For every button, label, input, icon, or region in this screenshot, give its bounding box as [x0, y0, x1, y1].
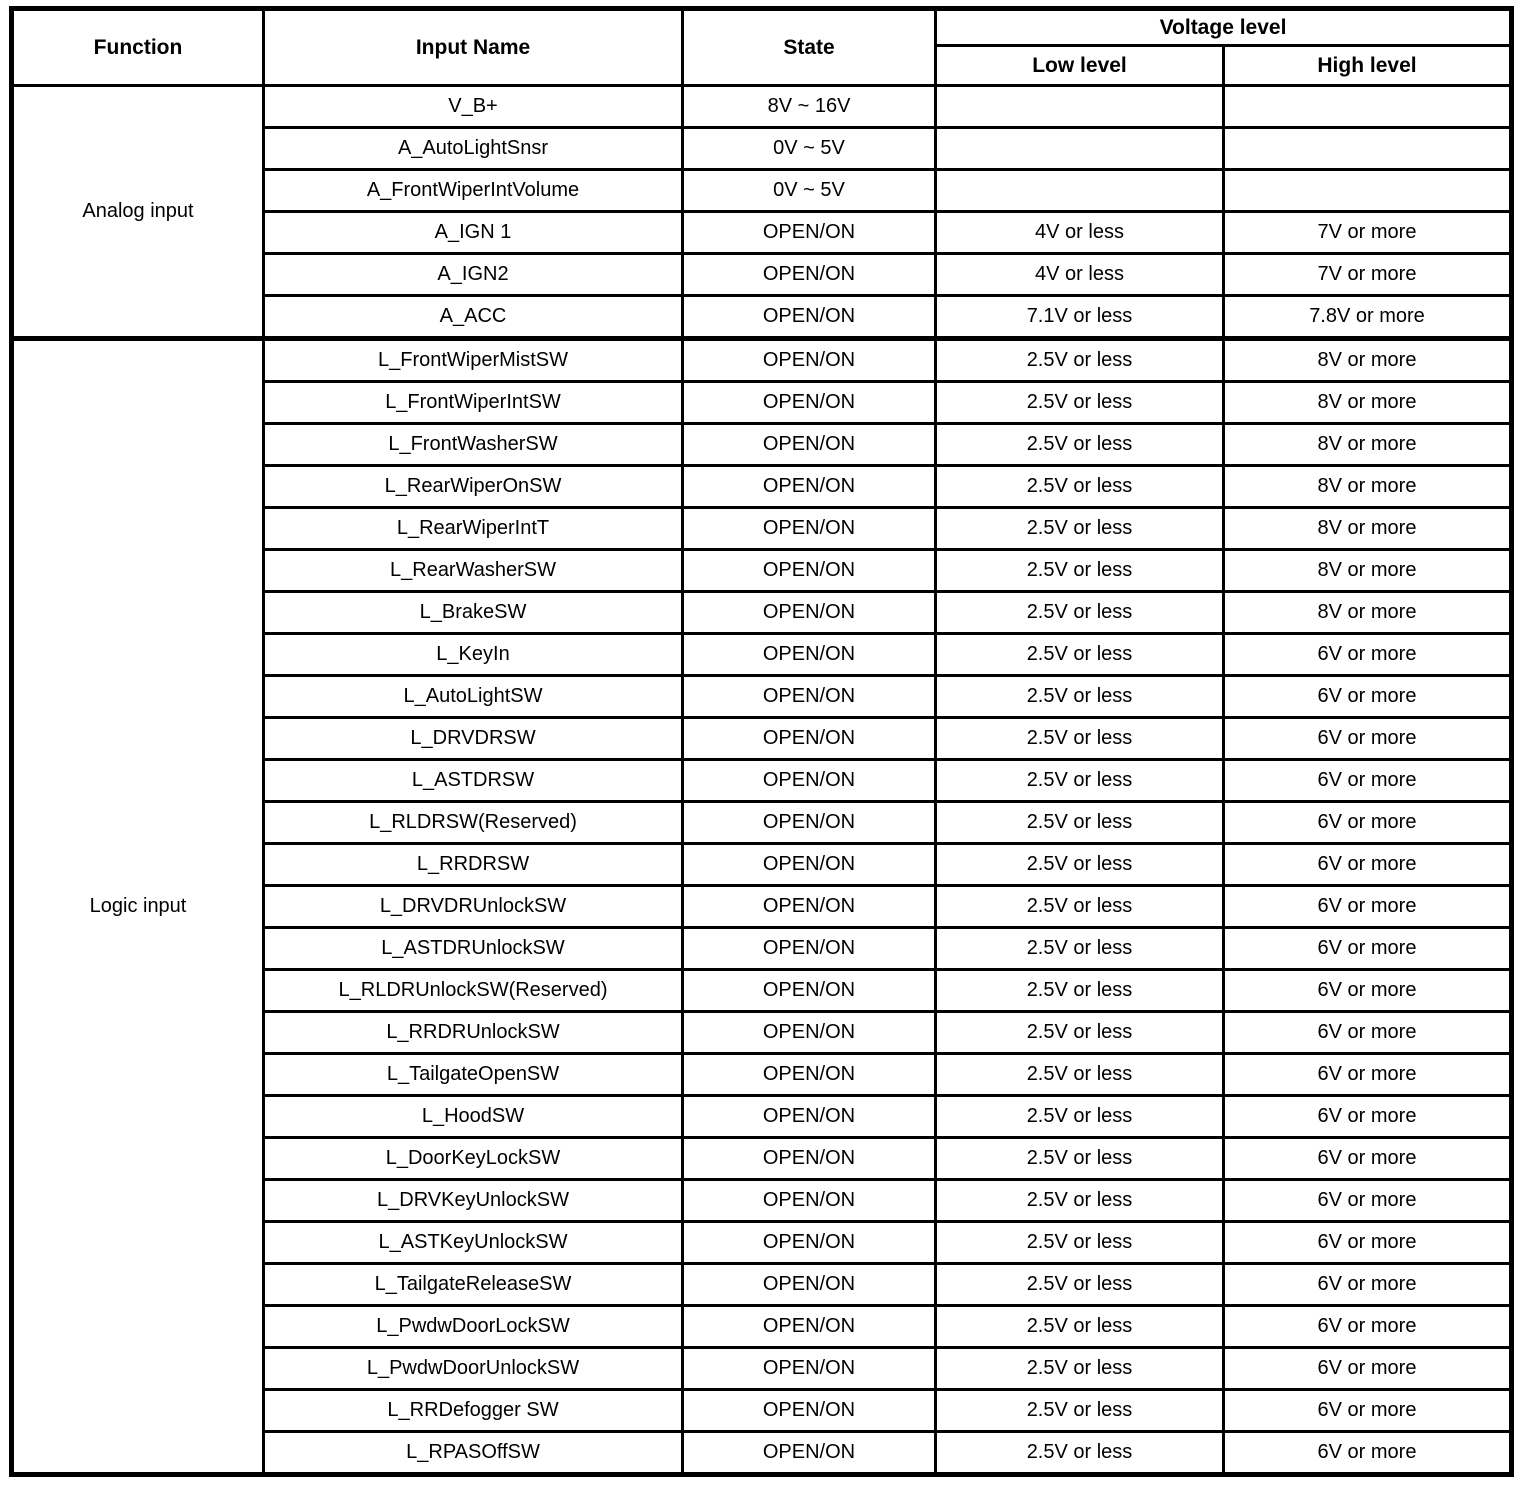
header-high-level: High level	[1224, 46, 1512, 86]
input-name-cell: L_PwdwDoorLockSW	[264, 1306, 683, 1348]
state-cell: 0V ~ 5V	[683, 128, 936, 170]
function-cell: Analog input	[12, 86, 264, 339]
state-cell: OPEN/ON	[683, 1264, 936, 1306]
low-level-cell	[936, 86, 1224, 128]
input-name-cell: L_ASTDRSW	[264, 760, 683, 802]
high-level-cell: 6V or more	[1224, 970, 1512, 1012]
input-voltage-spec-table	[9, 6, 1514, 1477]
low-level-cell: 2.5V or less	[936, 466, 1224, 508]
low-level-cell: 2.5V or less	[936, 1180, 1224, 1222]
input-name-cell: L_DoorKeyLockSW	[264, 1138, 683, 1180]
state-cell: OPEN/ON	[683, 382, 936, 424]
state-cell: OPEN/ON	[683, 634, 936, 676]
input-name-cell: A_IGN2	[264, 254, 683, 296]
high-level-cell: 6V or more	[1224, 634, 1512, 676]
input-name-cell: A_ACC	[264, 296, 683, 339]
high-level-cell: 6V or more	[1224, 1306, 1512, 1348]
input-name-cell: L_RRDRUnlockSW	[264, 1012, 683, 1054]
high-level-cell: 8V or more	[1224, 592, 1512, 634]
state-cell: 8V ~ 16V	[683, 86, 936, 128]
high-level-cell: 8V or more	[1224, 382, 1512, 424]
high-level-cell: 6V or more	[1224, 1096, 1512, 1138]
input-name-cell: L_RPASOffSW	[264, 1432, 683, 1475]
input-name-cell: A_FrontWiperIntVolume	[264, 170, 683, 212]
state-cell: OPEN/ON	[683, 802, 936, 844]
state-cell: OPEN/ON	[683, 676, 936, 718]
input-name-cell: L_FrontWasherSW	[264, 424, 683, 466]
high-level-cell: 7V or more	[1224, 212, 1512, 254]
state-cell: OPEN/ON	[683, 1306, 936, 1348]
input-name-cell: L_RRDefogger SW	[264, 1390, 683, 1432]
input-name-cell: L_RearWasherSW	[264, 550, 683, 592]
low-level-cell: 2.5V or less	[936, 550, 1224, 592]
input-name-cell: L_RearWiperOnSW	[264, 466, 683, 508]
high-level-cell: 8V or more	[1224, 466, 1512, 508]
high-level-cell: 6V or more	[1224, 844, 1512, 886]
input-name-cell: L_RRDRSW	[264, 844, 683, 886]
input-name-cell: L_RLDRUnlockSW(Reserved)	[264, 970, 683, 1012]
high-level-cell: 6V or more	[1224, 1264, 1512, 1306]
input-name-cell: L_RearWiperIntT	[264, 508, 683, 550]
table-row	[12, 339, 1512, 382]
low-level-cell: 2.5V or less	[936, 1390, 1224, 1432]
high-level-cell: 6V or more	[1224, 1222, 1512, 1264]
low-level-cell	[936, 170, 1224, 212]
header-function: Function	[12, 9, 264, 86]
state-cell: OPEN/ON	[683, 592, 936, 634]
state-cell: OPEN/ON	[683, 296, 936, 339]
low-level-cell: 2.5V or less	[936, 1432, 1224, 1475]
header-row-top	[12, 9, 1512, 46]
state-cell: OPEN/ON	[683, 844, 936, 886]
high-level-cell: 8V or more	[1224, 550, 1512, 592]
state-cell: OPEN/ON	[683, 1432, 936, 1475]
input-name-cell: L_FrontWiperMistSW	[264, 339, 683, 382]
state-cell: OPEN/ON	[683, 928, 936, 970]
high-level-cell: 8V or more	[1224, 339, 1512, 382]
low-level-cell: 2.5V or less	[936, 592, 1224, 634]
state-cell: OPEN/ON	[683, 1054, 936, 1096]
state-cell: OPEN/ON	[683, 886, 936, 928]
high-level-cell	[1224, 170, 1512, 212]
low-level-cell: 2.5V or less	[936, 1222, 1224, 1264]
header-state: State	[683, 9, 936, 86]
high-level-cell: 6V or more	[1224, 1432, 1512, 1475]
state-cell: OPEN/ON	[683, 254, 936, 296]
low-level-cell: 2.5V or less	[936, 508, 1224, 550]
state-cell: OPEN/ON	[683, 1096, 936, 1138]
table-row	[12, 86, 1512, 128]
low-level-cell: 4V or less	[936, 212, 1224, 254]
low-level-cell: 2.5V or less	[936, 844, 1224, 886]
low-level-cell: 2.5V or less	[936, 1012, 1224, 1054]
high-level-cell: 6V or more	[1224, 676, 1512, 718]
high-level-cell: 8V or more	[1224, 424, 1512, 466]
state-cell: OPEN/ON	[683, 718, 936, 760]
input-name-cell: L_RLDRSW(Reserved)	[264, 802, 683, 844]
low-level-cell	[936, 128, 1224, 170]
low-level-cell: 2.5V or less	[936, 1348, 1224, 1390]
input-name-cell: L_ASTKeyUnlockSW	[264, 1222, 683, 1264]
state-cell: OPEN/ON	[683, 550, 936, 592]
low-level-cell: 2.5V or less	[936, 802, 1224, 844]
low-level-cell: 2.5V or less	[936, 760, 1224, 802]
input-name-cell: V_B+	[264, 86, 683, 128]
low-level-cell: 2.5V or less	[936, 718, 1224, 760]
input-name-cell: L_HoodSW	[264, 1096, 683, 1138]
input-name-cell: L_TailgateReleaseSW	[264, 1264, 683, 1306]
low-level-cell: 2.5V or less	[936, 424, 1224, 466]
high-level-cell	[1224, 86, 1512, 128]
low-level-cell: 2.5V or less	[936, 1306, 1224, 1348]
state-cell: OPEN/ON	[683, 1138, 936, 1180]
state-cell: OPEN/ON	[683, 339, 936, 382]
input-name-cell: L_TailgateOpenSW	[264, 1054, 683, 1096]
high-level-cell: 6V or more	[1224, 802, 1512, 844]
state-cell: OPEN/ON	[683, 466, 936, 508]
low-level-cell: 2.5V or less	[936, 634, 1224, 676]
high-level-cell: 6V or more	[1224, 1348, 1512, 1390]
high-level-cell: 6V or more	[1224, 928, 1512, 970]
input-name-cell: L_AutoLightSW	[264, 676, 683, 718]
low-level-cell: 2.5V or less	[936, 970, 1224, 1012]
state-cell: OPEN/ON	[683, 1222, 936, 1264]
low-level-cell: 7.1V or less	[936, 296, 1224, 339]
low-level-cell: 2.5V or less	[936, 1138, 1224, 1180]
high-level-cell: 7.8V or more	[1224, 296, 1512, 339]
high-level-cell: 6V or more	[1224, 1390, 1512, 1432]
state-cell: OPEN/ON	[683, 1390, 936, 1432]
header-input-name: Input Name	[264, 9, 683, 86]
state-cell: OPEN/ON	[683, 212, 936, 254]
state-cell: OPEN/ON	[683, 1012, 936, 1054]
high-level-cell: 8V or more	[1224, 508, 1512, 550]
state-cell: OPEN/ON	[683, 424, 936, 466]
low-level-cell: 4V or less	[936, 254, 1224, 296]
low-level-cell: 2.5V or less	[936, 1264, 1224, 1306]
input-name-cell: L_DRVKeyUnlockSW	[264, 1180, 683, 1222]
low-level-cell: 2.5V or less	[936, 339, 1224, 382]
high-level-cell: 6V or more	[1224, 760, 1512, 802]
low-level-cell: 2.5V or less	[936, 382, 1224, 424]
header-voltage-level: Voltage level	[936, 9, 1512, 46]
input-name-cell: L_BrakeSW	[264, 592, 683, 634]
high-level-cell: 6V or more	[1224, 1012, 1512, 1054]
high-level-cell: 6V or more	[1224, 1180, 1512, 1222]
low-level-cell: 2.5V or less	[936, 676, 1224, 718]
low-level-cell: 2.5V or less	[936, 1054, 1224, 1096]
input-name-cell: A_AutoLightSnsr	[264, 128, 683, 170]
high-level-cell: 6V or more	[1224, 718, 1512, 760]
input-name-cell: L_KeyIn	[264, 634, 683, 676]
high-level-cell: 6V or more	[1224, 886, 1512, 928]
low-level-cell: 2.5V or less	[936, 1096, 1224, 1138]
input-name-cell: L_DRVDRSW	[264, 718, 683, 760]
input-name-cell: L_ASTDRUnlockSW	[264, 928, 683, 970]
low-level-cell: 2.5V or less	[936, 928, 1224, 970]
header-low-level: Low level	[936, 46, 1224, 86]
input-name-cell: A_IGN 1	[264, 212, 683, 254]
high-level-cell: 6V or more	[1224, 1138, 1512, 1180]
state-cell: OPEN/ON	[683, 1348, 936, 1390]
high-level-cell: 6V or more	[1224, 1054, 1512, 1096]
state-cell: OPEN/ON	[683, 1180, 936, 1222]
input-name-cell: L_FrontWiperIntSW	[264, 382, 683, 424]
function-cell: Logic input	[12, 339, 264, 1475]
state-cell: OPEN/ON	[683, 760, 936, 802]
state-cell: OPEN/ON	[683, 970, 936, 1012]
high-level-cell: 7V or more	[1224, 254, 1512, 296]
state-cell: OPEN/ON	[683, 508, 936, 550]
high-level-cell	[1224, 128, 1512, 170]
table-body	[12, 86, 1512, 1475]
input-name-cell: L_PwdwDoorUnlockSW	[264, 1348, 683, 1390]
low-level-cell: 2.5V or less	[936, 886, 1224, 928]
state-cell: 0V ~ 5V	[683, 170, 936, 212]
input-name-cell: L_DRVDRUnlockSW	[264, 886, 683, 928]
